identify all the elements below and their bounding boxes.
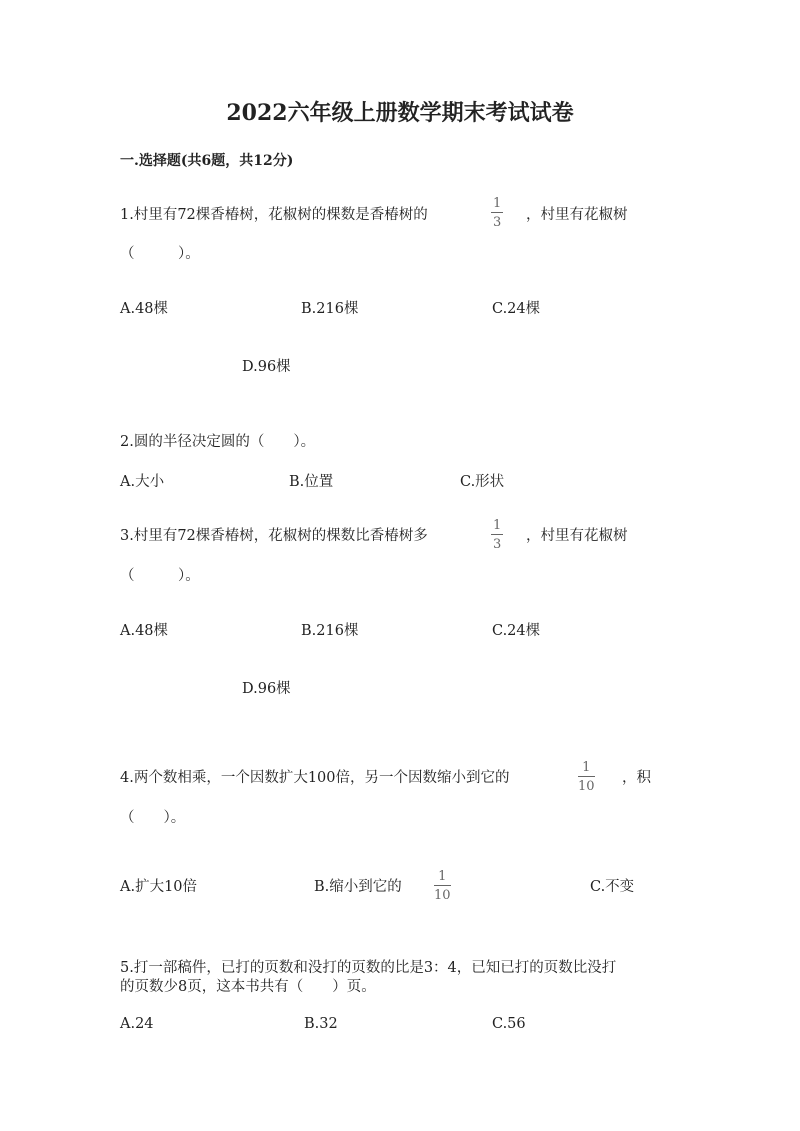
question-5-option-b[interactable]: B.32 [304, 1016, 338, 1032]
question-3-option-b[interactable]: B.216棵 [301, 623, 359, 639]
question-1-blank: （ ）。 [120, 246, 200, 262]
fraction-numerator: 1 [493, 518, 502, 533]
question-3-text-b: ，村里有花椒树 [526, 528, 628, 544]
question-1-option-a[interactable]: A.48棵 [120, 301, 169, 317]
question-4-option-c[interactable]: C.不变 [590, 879, 635, 895]
question-1-text-a: 1.村里有72棵香椿树，花椒树的棵数是香椿树的 [120, 207, 428, 223]
question-4-option-b-fraction [434, 870, 451, 902]
question-3-blank: （ ）。 [120, 568, 200, 584]
question-2-option-c[interactable]: C.形状 [460, 474, 505, 490]
question-4-option-a[interactable]: A.扩大10倍 [120, 879, 198, 895]
question-4-text-a: 4.两个数相乘，一个因数扩大100倍，另一个因数缩小到它的 [120, 770, 510, 786]
question-3-fraction [491, 519, 503, 551]
question-3-text-a: 3.村里有72棵香椿树，花椒树的棵数比香椿树多 [120, 528, 428, 544]
fraction-numerator: 1 [438, 869, 447, 884]
fraction-denominator: 3 [493, 215, 502, 230]
page-title: 2022六年级上册数学期末考试试卷 [226, 100, 574, 126]
question-4-option-b[interactable]: B.缩小到它的 [314, 879, 402, 895]
question-1-option-b[interactable]: B.216棵 [301, 301, 359, 317]
section-heading: 一.选择题(共6题，共12分) [120, 153, 294, 169]
question-4-fraction [578, 761, 595, 793]
question-3-option-c[interactable]: C.24棵 [492, 623, 541, 639]
question-2-text: 2.圆的半径决定圆的（ ）。 [120, 434, 316, 450]
fraction-denominator: 10 [578, 779, 595, 794]
question-1-option-c[interactable]: C.24棵 [492, 301, 541, 317]
question-2-option-a[interactable]: A.大小 [120, 474, 165, 490]
question-3-option-a[interactable]: A.48棵 [120, 623, 169, 639]
question-5-text-line2: 的页数少8页，这本书共有（ ）页。 [120, 979, 376, 995]
question-5-text-line1: 5.打一部稿件，已打的页数和没打的页数的比是3：4，已知已打的页数比没打 [120, 960, 617, 976]
fraction-numerator: 1 [582, 760, 591, 775]
question-1-text-b: ，村里有花椒树 [526, 207, 628, 223]
question-5-option-a[interactable]: A.24 [120, 1016, 154, 1032]
fraction-denominator: 3 [493, 537, 502, 552]
question-1-fraction [491, 197, 503, 229]
question-4-text-b: ，积 [622, 770, 651, 786]
fraction-denominator: 10 [434, 888, 451, 903]
question-1-option-d[interactable]: D.96棵 [242, 359, 291, 375]
question-3-option-d[interactable]: D.96棵 [242, 681, 291, 697]
question-5-option-c[interactable]: C.56 [492, 1016, 526, 1032]
question-4-blank: （ ）。 [120, 810, 186, 826]
question-2-option-b[interactable]: B.位置 [289, 474, 334, 490]
fraction-numerator: 1 [493, 196, 502, 211]
